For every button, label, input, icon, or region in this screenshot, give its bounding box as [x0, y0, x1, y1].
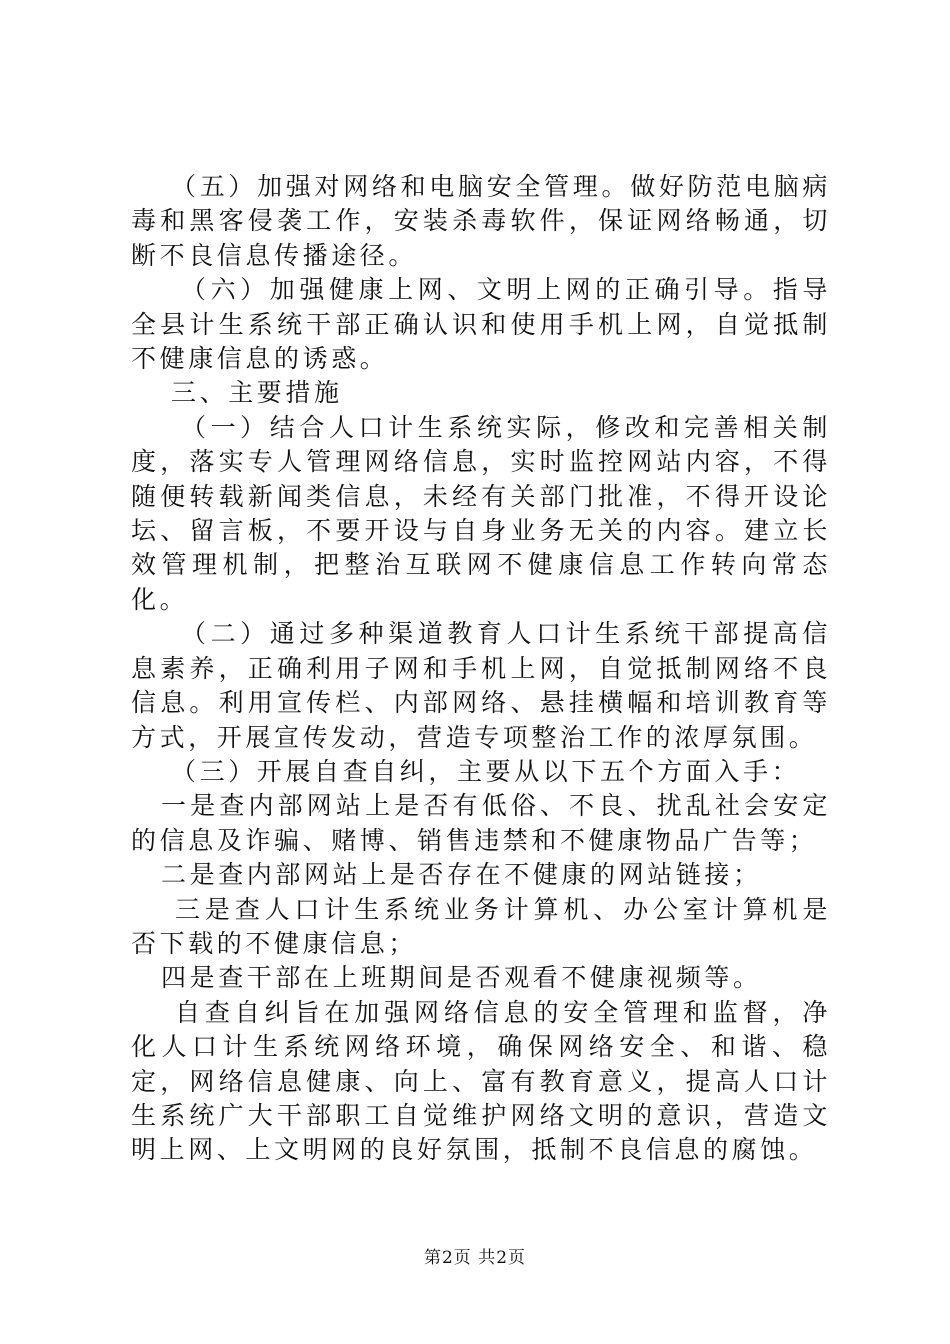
paragraph-6-guidance: （六）加强健康上网、文明上网的正确引导。指导全县计生系统干部正确认识和使用手机上网，自觉抵制不健康信息的诱惑。 — [131, 275, 831, 374]
section-heading-measures: 三、主要措施 — [171, 378, 343, 408]
paragraph-measure-2: （二）通过多种渠道教育人口计生系统干部提高信息素养，正确利用子网和手机上网，自觉抵制网络不良信息。利用宣传栏、内部网络、悬挂横幅和培训教育等方式，开展宣传发动，营造专项整治工作的浓厚氛围。 — [131, 619, 831, 752]
paragraph-conclusion: 自查自纠旨在加强网络信息的安全管理和监督，净化人口计生系统网络环境，确保网络安全、和谐、稳定，网络信息健康、向上、富有教育意义，提高人口计生系统广大干部职工自觉维护网络文明的意识，营造文明上网、上文明网的良好氛围，抵制不良信息的腐蚀。 — [131, 997, 831, 1165]
paragraph-check-1: 一是查内部网站上是否有低俗、不良、扰乱社会安定的信息及诈骗、赌博、销售违禁和不健康物品广告等； — [131, 791, 831, 855]
page-number-footer: 第2页 共2页 — [423, 1248, 527, 1268]
paragraph-check-4: 四是查干部在上班期间是否观看不健康视频等。 — [161, 963, 762, 993]
paragraph-check-3: 三是查人口计生系统业务计算机、办公室计算机是否下载的不健康信息； — [131, 894, 831, 958]
paragraph-measure-1: （一）结合人口计生系统实际，修改和完善相关制度，落实专人管理网络信息，实时监控网站内容，不得随便转载新闻类信息，未经有关部门批准，不得开设论坛、留言板，不要开设与自身业务无关的内容。建立长效管理机制，把整治互联网不健康信息工作转向常态化。 — [131, 412, 831, 614]
paragraph-check-2: 二是查内部网站上是否存在不健康的网站链接； — [161, 860, 762, 890]
paragraph-5-security: （五）加强对网络和电脑安全管理。做好防范电脑病毒和黑客侵袭工作，安装杀毒软件，保证网络畅通，切断不良信息传播途径。 — [131, 172, 831, 270]
document-body — [131, 170, 831, 1168]
paragraph-measure-3: （三）开展自查自纠，主要从以下五个方面入手： — [171, 756, 801, 786]
